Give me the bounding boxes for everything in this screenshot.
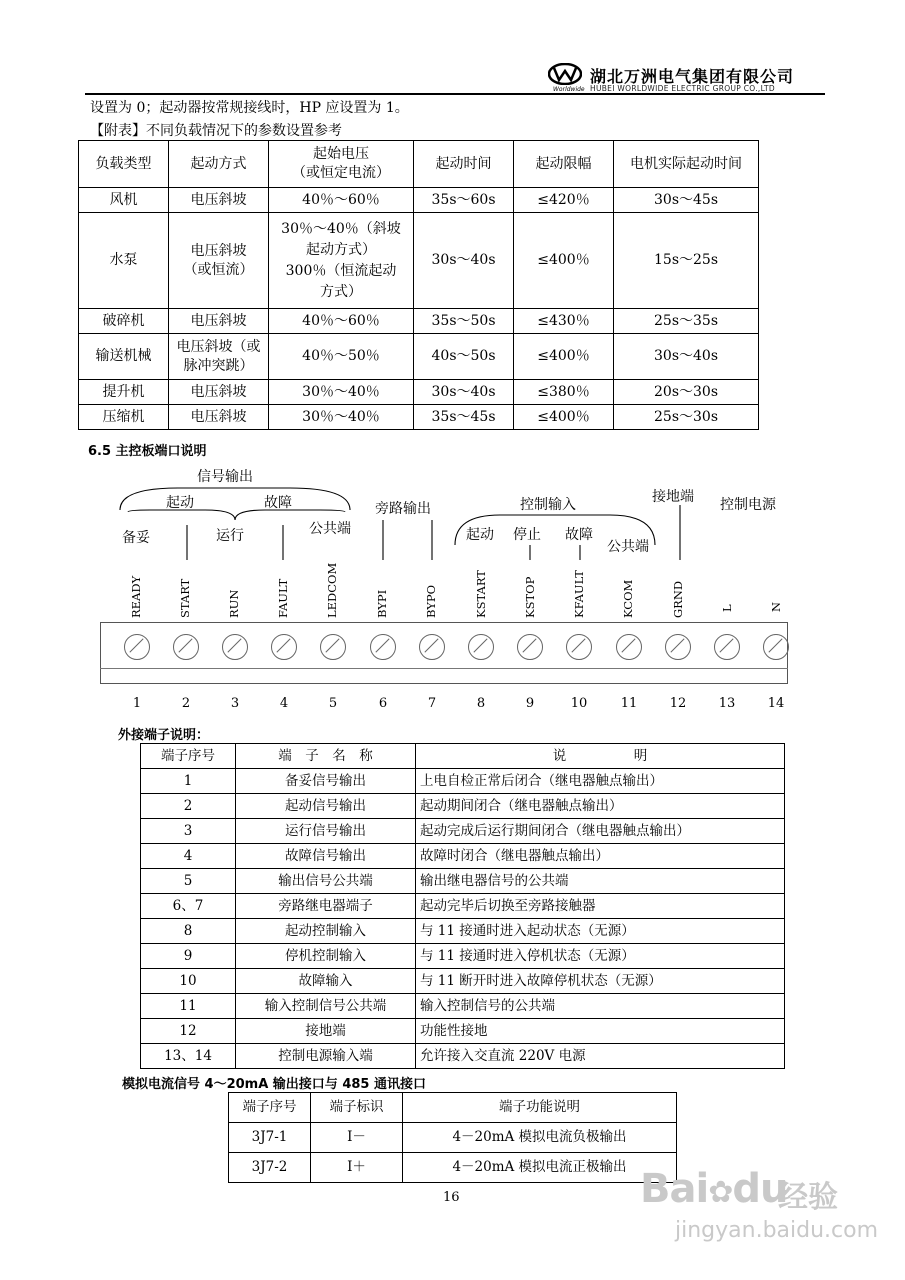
cell-limit: ≤430％ [514, 309, 614, 334]
analog-interface-table [228, 1092, 677, 1183]
cell-no: 5 [141, 869, 236, 894]
table-row [141, 944, 785, 969]
company-name: 湖北万洲电气集团有限公司 [590, 67, 795, 86]
cell-name: 输出信号公共端 [236, 869, 416, 894]
cell-desc: 与 11 断开时进入故障停机状态（无源） [416, 969, 785, 994]
table-row [79, 188, 759, 213]
screw-icon [566, 634, 592, 660]
section-title-6-5: 6.5 主控板端口说明 [88, 444, 207, 459]
cell-desc: 上电自检正常后闭合（继电器触点输出） [416, 769, 785, 794]
terminal-number: 4 [279, 696, 289, 711]
label-ready: 备妥 [122, 530, 150, 546]
terminal-number: 9 [525, 696, 535, 711]
cell-mode: 电压斜坡 [169, 380, 269, 405]
label-run: 运行 [216, 528, 244, 544]
terminal-name: START [178, 578, 192, 618]
cell-mode: 电压斜坡 [169, 188, 269, 213]
screw-icon [763, 634, 789, 660]
cell-no: 4 [141, 844, 236, 869]
page-number: 16 [443, 1190, 460, 1205]
cell-name: 运行信号输出 [236, 819, 416, 844]
cell-desc: 输入控制信号的公共端 [416, 994, 785, 1019]
screw-icon [320, 634, 346, 660]
cell-limit: ≤420％ [514, 188, 614, 213]
terminal-number: 13 [718, 696, 736, 711]
label-signal-output: 信号输出 [197, 469, 253, 485]
cell-desc: 功能性接地 [416, 1019, 785, 1044]
terminal-name: RUN [227, 589, 241, 618]
header-rule [85, 93, 825, 95]
screw-icon [665, 634, 691, 660]
cell-no: 13、14 [141, 1044, 236, 1069]
cell-desc: 与 11 接通时进入起动状态（无源） [416, 919, 785, 944]
terminal-name: KSTART [474, 570, 488, 618]
cell-load: 风机 [79, 188, 169, 213]
cell-load: 输送机械 [79, 334, 169, 380]
table-row [141, 794, 785, 819]
header-start-limit: 起动限幅 [514, 141, 614, 188]
table-row [141, 1019, 785, 1044]
cell-no: 3 [141, 819, 236, 844]
cell-no: 3J7-1 [229, 1123, 311, 1153]
company-logo [548, 63, 582, 85]
cell-time: 35s～50s [414, 309, 514, 334]
table-row [141, 819, 785, 844]
header-start-voltage: 起始电压 （或恒定电流） [269, 141, 414, 188]
cell-actual: 30s～45s [614, 188, 759, 213]
label-kstart: 起动 [466, 527, 494, 543]
cell-actual: 20s～30s [614, 380, 759, 405]
terminal-number: 6 [378, 696, 388, 711]
logo-caption: Worldwide [553, 86, 585, 93]
screw-icon [222, 634, 248, 660]
external-terminal-table [140, 743, 785, 1069]
cell-desc: 4－20mA 模拟电流正极输出 [403, 1153, 677, 1183]
terminal-name: KFAULT [572, 570, 586, 618]
terminal-name: L [720, 604, 734, 612]
header-actual-time: 电机实际起动时间 [614, 141, 759, 188]
cell-desc: 故障时闭合（继电器触点输出） [416, 844, 785, 869]
label-fault-group: 故障 [264, 495, 292, 511]
cell-voltage: 40％～60％ [269, 188, 414, 213]
terminal-name: FAULT [276, 578, 290, 618]
table-row [141, 869, 785, 894]
cell-voltage: 30％～40％ [269, 405, 414, 430]
cell-load: 提升机 [79, 380, 169, 405]
cell-name: 故障输入 [236, 969, 416, 994]
cell-limit: ≤380％ [514, 380, 614, 405]
company-name-en: HUBEI WORLDWIDE ELECTRIC GROUP CO.,LTD [590, 84, 775, 93]
cell-mode: 电压斜坡 [169, 309, 269, 334]
table-row [79, 405, 759, 430]
watermark-url: jingyan.baidu.com [675, 1218, 879, 1243]
header-terminal-no: 端子序号 [229, 1093, 311, 1123]
cell-name: 起动控制输入 [236, 919, 416, 944]
cell-desc: 4－20mA 模拟电流负极输出 [403, 1123, 677, 1153]
screw-icon [271, 634, 297, 660]
table-row [79, 213, 759, 309]
cell-time: 30s～40s [414, 380, 514, 405]
cell-name: 旁路继电器端子 [236, 894, 416, 919]
cell-id: I－ [311, 1123, 403, 1153]
load-parameter-table [78, 140, 759, 430]
cell-no: 1 [141, 769, 236, 794]
watermark-cn: 经验 [778, 1180, 838, 1215]
header-terminal-no: 端子序号 [141, 744, 236, 769]
cell-actual: 25s～35s [614, 309, 759, 334]
cell-no: 9 [141, 944, 236, 969]
header-function: 端子功能说明 [403, 1093, 677, 1123]
terminal-name: BYPI [375, 589, 389, 618]
table-row [141, 894, 785, 919]
label-kfault: 故障 [565, 527, 593, 543]
cell-limit: ≤400％ [514, 405, 614, 430]
label-ground: 接地端 [652, 489, 694, 505]
screw-icon [370, 634, 396, 660]
cell-name: 备妥信号输出 [236, 769, 416, 794]
cell-name: 故障信号输出 [236, 844, 416, 869]
cell-desc: 输出继电器信号的公共端 [416, 869, 785, 894]
header-start-mode: 起动方式 [169, 141, 269, 188]
table-row [229, 1153, 677, 1183]
label-control-power: 控制电源 [720, 497, 776, 513]
terminal-name: KSTOP [523, 576, 537, 618]
terminal-number: 10 [570, 696, 588, 711]
watermark-brand: Bai✿du [640, 1166, 788, 1212]
table-row [141, 844, 785, 869]
screw-icon [517, 634, 543, 660]
terminal-number: 11 [620, 696, 638, 711]
header-terminal-id: 端子标识 [311, 1093, 403, 1123]
cell-no: 10 [141, 969, 236, 994]
table-row [141, 919, 785, 944]
cell-load: 破碎机 [79, 309, 169, 334]
screw-icon [468, 634, 494, 660]
screw-icon [714, 634, 740, 660]
cell-actual: 25s～30s [614, 405, 759, 430]
cell-mode: 电压斜坡 [169, 405, 269, 430]
cell-no: 8 [141, 919, 236, 944]
header-terminal-name: 端 子 名 称 [236, 744, 416, 769]
table-row [79, 334, 759, 380]
terminal-number: 1 [132, 696, 142, 711]
cell-voltage: 40％～50％ [269, 334, 414, 380]
cell-name: 控制电源输入端 [236, 1044, 416, 1069]
cell-no: 6、7 [141, 894, 236, 919]
table-header-row [229, 1093, 677, 1123]
label-control-input: 控制输入 [520, 497, 576, 513]
terminal-number: 2 [181, 696, 191, 711]
appendix-title: 【附表】不同负载情况下的参数设置参考 [90, 123, 342, 139]
terminal-name: N [769, 601, 783, 612]
cell-load: 水泵 [79, 213, 169, 309]
cell-voltage: 40％～60％ [269, 309, 414, 334]
cell-load: 压缩机 [79, 405, 169, 430]
screw-icon [124, 634, 150, 660]
cell-id: I＋ [311, 1153, 403, 1183]
paw-icon: ✿ [708, 1175, 733, 1210]
cell-desc: 允许接入交直流 220V 电源 [416, 1044, 785, 1069]
cell-limit: ≤400％ [514, 213, 614, 309]
terminal-name: LEDCOM [325, 562, 339, 618]
cell-time: 40s～50s [414, 334, 514, 380]
cell-name: 停机控制输入 [236, 944, 416, 969]
terminal-number: 12 [669, 696, 687, 711]
cell-actual: 30s～40s [614, 334, 759, 380]
cell-actual: 15s～25s [614, 213, 759, 309]
header-description: 说 明 [416, 744, 785, 769]
label-kcom: 公共端 [607, 539, 649, 555]
terminal-name: BYPO [424, 584, 438, 618]
terminal-number: 7 [427, 696, 437, 711]
table-row [141, 769, 785, 794]
analog-interface-title: 模拟电流信号 4～20mA 输出接口与 485 通讯接口 [122, 1077, 426, 1092]
table-row [141, 969, 785, 994]
terminal-number: 5 [328, 696, 338, 711]
table-row [141, 994, 785, 1019]
screw-icon [173, 634, 199, 660]
cell-mode: 电压斜坡 （或恒流） [169, 213, 269, 309]
label-start-group: 起动 [166, 495, 194, 511]
terminal-name: KCOM [621, 579, 635, 618]
cell-no: 2 [141, 794, 236, 819]
cell-no: 3J7-2 [229, 1153, 311, 1183]
terminal-strip-divider [100, 668, 788, 669]
cell-no: 12 [141, 1019, 236, 1044]
label-common-output: 公共端 [309, 521, 351, 537]
screw-icon [419, 634, 445, 660]
terminal-number: 14 [767, 696, 785, 711]
cell-name: 接地端 [236, 1019, 416, 1044]
intro-line: 设置为 0；起动器按常规接线时，HP 应设置为 1。 [90, 100, 409, 116]
table-row [79, 309, 759, 334]
header-start-time: 起动时间 [414, 141, 514, 188]
cell-desc: 起动完毕后切换至旁路接触器 [416, 894, 785, 919]
terminal-number: 3 [230, 696, 240, 711]
table-row [79, 380, 759, 405]
terminal-number: 8 [476, 696, 486, 711]
cell-time: 35s～60s [414, 188, 514, 213]
cell-name: 起动信号输出 [236, 794, 416, 819]
label-kstop: 停止 [513, 527, 541, 543]
cell-voltage: 30％～40％（斜坡 起动方式） 300％（恒流起动 方式） [269, 213, 414, 309]
table-header-row [141, 744, 785, 769]
cell-time: 35s～45s [414, 405, 514, 430]
cell-time: 30s～40s [414, 213, 514, 309]
table-header-row [79, 141, 759, 188]
cell-limit: ≤400％ [514, 334, 614, 380]
bracket-signal-output [120, 488, 350, 510]
cell-desc: 与 11 接通时进入停机状态（无源） [416, 944, 785, 969]
cell-desc: 起动期间闭合（继电器触点输出） [416, 794, 785, 819]
label-bypass-output: 旁路输出 [375, 501, 431, 517]
external-terminal-title: 外接端子说明： [118, 728, 210, 743]
cell-voltage: 30％～40％ [269, 380, 414, 405]
cell-name: 输入控制信号公共端 [236, 994, 416, 1019]
cell-no: 11 [141, 994, 236, 1019]
table-row [141, 1044, 785, 1069]
terminal-name: READY [129, 575, 143, 618]
header-load-type: 负载类型 [79, 141, 169, 188]
cell-mode: 电压斜坡（或 脉冲突跳） [169, 334, 269, 380]
table-row [229, 1123, 677, 1153]
terminal-name: GRND [671, 580, 685, 618]
cell-desc: 起动完成后运行期间闭合（继电器触点输出） [416, 819, 785, 844]
screw-icon [616, 634, 642, 660]
